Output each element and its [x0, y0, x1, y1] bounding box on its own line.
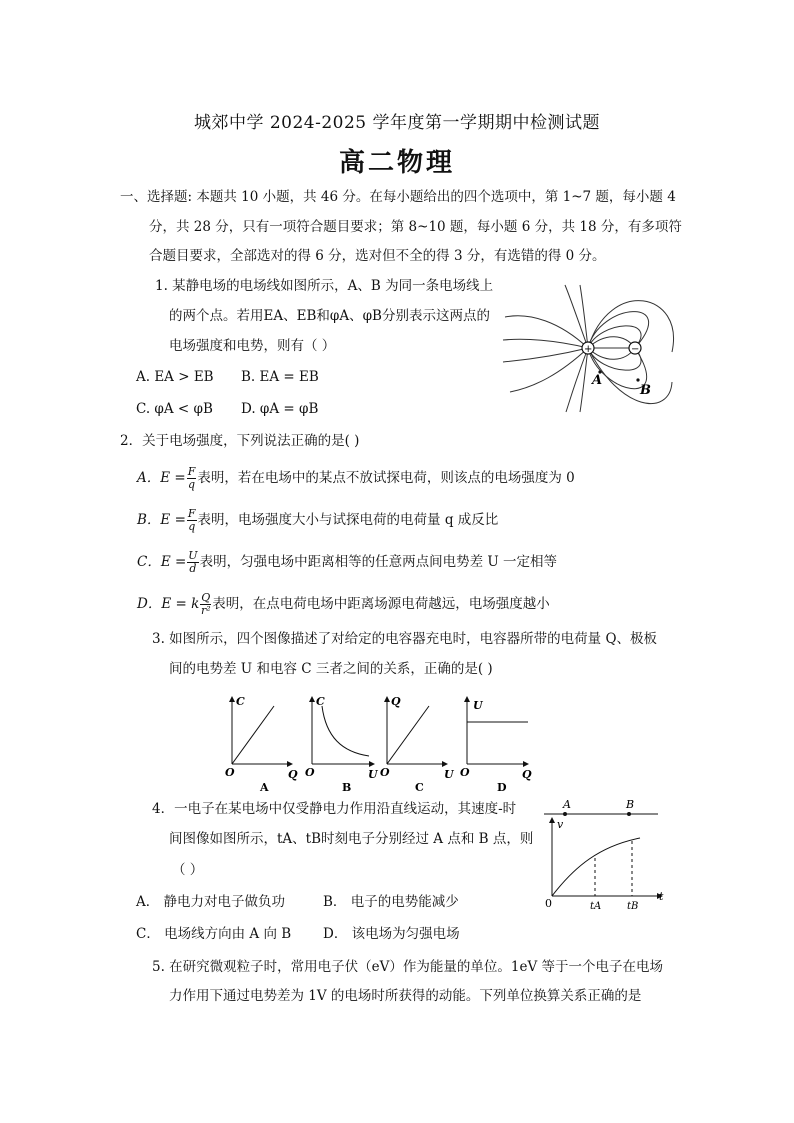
q3-graph-d-xlabel: Q: [522, 768, 532, 781]
q4-option-c: C． 电场线方向由 A 向 B: [136, 926, 292, 942]
q1-fig-point-a: A: [592, 373, 603, 388]
q4-fig-ta-label: tA: [590, 901, 602, 912]
q2-a-num: F: [187, 465, 196, 478]
q3-graph-a-caption: A: [260, 781, 269, 794]
q4-vt-figure: [540, 796, 670, 916]
q2-stem: 2．关于电场强度，下列说法正确的是( ): [120, 433, 360, 449]
q3-graphs-figure: [222, 692, 542, 794]
q2-c-text: 表明，匀强电场中距离相等的任意两点间电势差 U 一定相等: [199, 554, 558, 570]
q2-d-fraction: [200, 592, 211, 617]
q3-graph-c-origin: O: [380, 766, 390, 779]
q1-fig-plus: +: [584, 344, 593, 355]
q4-option-d: D． 该电场为匀强电场: [323, 926, 460, 942]
q1-option-a: A. EA > EB: [136, 369, 214, 385]
q4-fig-t-label: t: [659, 890, 664, 903]
q2-option-d: [137, 592, 550, 617]
q3-graph-b-xlabel: U: [368, 768, 378, 781]
q2-b-den: q: [188, 520, 196, 533]
q4-fig-tb-label: tB: [627, 901, 639, 912]
q1-option-c: C. φA < φB: [136, 401, 213, 417]
q2-d-den: r²: [200, 604, 211, 617]
q3-graph-b-caption: B: [342, 781, 352, 794]
q2-option-c: [137, 550, 557, 575]
q3-graph-d-origin: O: [460, 766, 470, 779]
q4-stem-line2: 间图像如图所示，tA、tB时刻电子分别经过 A 点和 B 点，则: [169, 831, 534, 847]
q1-fig-minus: −: [631, 344, 640, 355]
q3-graph-d-ylabel: U: [473, 699, 483, 712]
q4-stem-line3: （ ）: [172, 862, 204, 878]
q3-graph-a-ylabel: C: [236, 695, 245, 708]
q2-c-prefix: C．E =: [137, 554, 187, 570]
q2-b-text: 表明，电场强度大小与试探电荷的电荷量 q 成反比: [197, 512, 499, 528]
q5-stem-line2: 力作用下通过电势差为 1V 的电场时所获得的动能。下列单位换算关系正确的是: [169, 988, 642, 1004]
section1-intro-line2: 分，共 28 分，只有一项符合题目要求；第 8~10 题，每小题 6 分，共 18 分，有多项符: [149, 219, 682, 235]
q2-d-text: 表明，在点电荷电场中距离场源电荷越远，电场强度越小: [212, 596, 550, 612]
q2-b-fraction: [187, 508, 197, 533]
q1-option-d: D. φA = φB: [241, 401, 319, 417]
q3-stem-line2: 间的电势差 U 和电容 C 三者之间的关系，正确的是( ): [169, 661, 493, 677]
q2-d-prefix: D．E = k: [137, 596, 200, 612]
q3-graph-d-caption: D: [497, 781, 507, 794]
q2-c-den: d: [189, 562, 197, 575]
q3-graph-a-xlabel: Q: [288, 768, 298, 781]
section1-intro-line3: 合题目要求，全部选对的得 6 分，选对但不全的得 3 分，有选错的得 0 分。: [149, 248, 606, 264]
q2-a-prefix: A．E =: [137, 470, 186, 486]
q3-stem-line1: 3. 如图所示，四个图像描述了对给定的电容器充电时，电容器所带的电荷量 Q、极板: [152, 631, 658, 647]
q4-fig-origin: 0: [545, 897, 552, 910]
q4-stem-line1: 4．一电子在某电场中仅受静电力作用沿直线运动，其速度-时: [152, 801, 517, 817]
exam-title: 城郊中学 2024-2025 学年度第一学期期中检测试题: [193, 113, 601, 133]
q3-graph-c-xlabel: U: [444, 768, 454, 781]
q1-stem-line3: 电场强度和电势，则有（ ）: [169, 338, 336, 354]
q2-option-a: [137, 466, 575, 491]
q3-graph-b-ylabel: C: [316, 695, 325, 708]
q1-stem-line1: 1. 某静电场的电场线如图所示，A、B 为同一条电场线上: [155, 278, 494, 294]
q3-graph-a-origin: O: [225, 766, 235, 779]
q4-fig-point-b: B: [626, 798, 635, 811]
section1-intro-line1: 一、选择题: 本题共 10 小题，共 46 分。在每小题给出的四个选项中，第 1~7 题，每小题 4: [120, 189, 676, 205]
subject-title: 高二物理: [338, 148, 455, 178]
q1-field-lines-figure: [500, 282, 680, 414]
q2-a-fraction: [187, 466, 197, 491]
q4-fig-point-a: A: [563, 798, 571, 811]
q1-fig-point-b: B: [640, 383, 651, 398]
q2-a-den: q: [188, 478, 196, 491]
q3-graph-c-ylabel: Q: [391, 695, 401, 708]
q4-fig-v-label: v: [557, 818, 564, 831]
q4-option-b: B． 电子的电势能减少: [323, 894, 459, 910]
q2-a-text: 表明，若在电场中的某点不放试探电荷，则该点的电场强度为 0: [197, 470, 575, 486]
q3-graph-c-caption: C: [415, 781, 424, 794]
q2-d-num: Q: [201, 591, 211, 604]
q2-option-b: [137, 508, 498, 533]
q3-graph-b-origin: O: [305, 766, 315, 779]
q2-c-num: U: [188, 549, 198, 562]
q2-c-fraction: [187, 550, 198, 575]
q1-stem-line2: 的两个点。若用EA、EB和φA、φB分别表示这两点的: [169, 308, 490, 324]
q2-b-num: F: [187, 507, 196, 520]
q4-option-a: A． 静电力对电子做负功: [136, 894, 286, 910]
q1-option-b: B. EA = EB: [241, 369, 319, 385]
q2-b-prefix: B．E =: [137, 512, 186, 528]
q5-stem-line1: 5. 在研究微观粒子时，常用电子伏（eV）作为能量的单位。1eV 等于一个电子在电场: [152, 959, 664, 975]
